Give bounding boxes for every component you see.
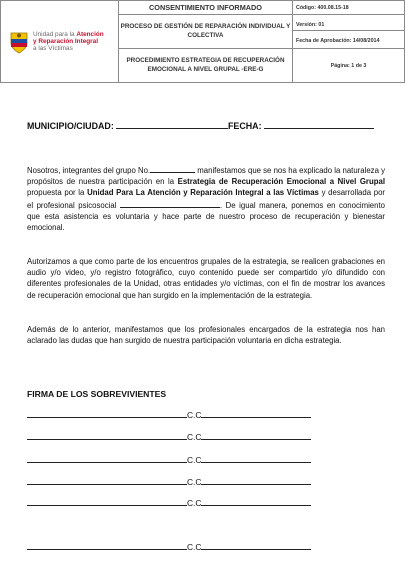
cc-number-line[interactable]: [201, 476, 311, 485]
professional-name-line[interactable]: [120, 199, 220, 208]
municipio-input-line[interactable]: [116, 119, 228, 129]
logo-text: Unidad para la Atención y Reparación Integral a las Víctimas: [33, 30, 104, 53]
colombia-coat-of-arms-icon: [9, 30, 29, 54]
procedure-name: PROCEDIMIENTO ESTRATEGIA DE RECUPERACIÓN EMOCIONAL A NIVEL GRUPAL -ERE-G: [119, 49, 293, 83]
signature-line[interactable]: [27, 541, 311, 552]
signature-name-line[interactable]: [27, 476, 187, 485]
strategy-name: Estrategia de Recuperación Emocional a Nivel Grupal: [177, 177, 385, 187]
signature-name-line[interactable]: [27, 497, 187, 506]
signatures-heading: FIRMA DE LOS SOBREVIVIENTES: [27, 389, 167, 399]
signature-line[interactable]: [27, 409, 311, 420]
logo-cell: [1, 1, 119, 83]
page-number: Página: 1 de 3: [293, 49, 405, 83]
paragraph-clarification: Además de lo anterior, manifestamos que los profesionales encargados de la estrategia nos han aclarado las dudas que han surgido de nuestra participación voluntaria en dicha estrategia.: [27, 325, 385, 346]
cc-number-line[interactable]: [201, 409, 311, 418]
p1-text-a: Nosotros, integrantes del grupo No.: [27, 166, 151, 175]
municipio-field: [27, 119, 228, 131]
cc-label: C.C: [187, 410, 202, 420]
cc-label: C.C: [187, 455, 202, 465]
cc-label: C.C: [187, 432, 202, 442]
p1-text-d: y desarrollada por el profesional psicosocial: [27, 188, 386, 210]
cc-label: C.C: [187, 498, 202, 508]
signature-line[interactable]: [27, 454, 311, 465]
paragraph-authorization: Autorizamos a que como parte de los encuentros grupales de la estrategia, se realicen grabaciones en audio y/o video, y/o registro fotográfico, cuyo contenido puede ser compartido y/o difundido con diferentes profesionales de la Unidad, otras entidades y/o víctimas, con el fin de mostrar los avances de recuperación emocional que han surgido en la implementación de la estrategia.: [27, 257, 385, 300]
p1-text-c: propuesta por la: [27, 188, 88, 198]
document-header: [0, 0, 405, 83]
document-version: Versión: 01: [293, 20, 404, 31]
approval-date: Fecha de Aprobación: 14/08/2014: [296, 37, 380, 44]
group-number-line[interactable]: [150, 164, 195, 173]
cc-number-line[interactable]: [201, 431, 311, 440]
unidad-victimas-logo: [1, 30, 118, 54]
signature-name-line[interactable]: [27, 541, 187, 550]
cc-number-line[interactable]: [201, 454, 311, 463]
document-code: Código: 400.08.15-18: [293, 1, 405, 15]
p1-text-e: . De igual manera, ponemos en conocimiento que esta asistencia es voluntaria y hace parte de nuestro proceso de recuperación y bienestar emocional.: [27, 200, 385, 233]
signature-name-line[interactable]: [27, 454, 187, 463]
fecha-label: FECHA:: [228, 121, 262, 131]
signature-line[interactable]: [27, 476, 311, 487]
fecha-field: [228, 119, 374, 131]
signature-name-line[interactable]: [27, 409, 187, 418]
cc-number-line[interactable]: [201, 497, 311, 506]
p1-text-b: manifestamos que se nos ha explicado la naturaleza y propósitos de nuestra participación en la: [27, 166, 385, 187]
cc-label: C.C: [187, 477, 202, 487]
document-title: CONSENTIMIENTO INFORMADO: [119, 1, 293, 15]
paragraph-participation: [27, 164, 385, 233]
cc-number-line[interactable]: [201, 541, 311, 550]
signature-line[interactable]: [27, 431, 311, 442]
fecha-input-line[interactable]: [264, 119, 374, 129]
signature-name-line[interactable]: [27, 431, 187, 440]
process-name: PROCESO DE GESTIÓN DE REPARACIÓN INDIVIDUAL Y COLECTIVA: [119, 15, 293, 49]
signature-line[interactable]: [27, 497, 311, 508]
version-approval-cell: [293, 15, 405, 49]
municipio-label: MUNICIPIO/CIUDAD:: [27, 121, 114, 131]
cc-label: C.C: [187, 542, 202, 552]
unidad-name: Unidad Para La Atención y Reparación Integral a las Víctimas: [87, 188, 319, 198]
